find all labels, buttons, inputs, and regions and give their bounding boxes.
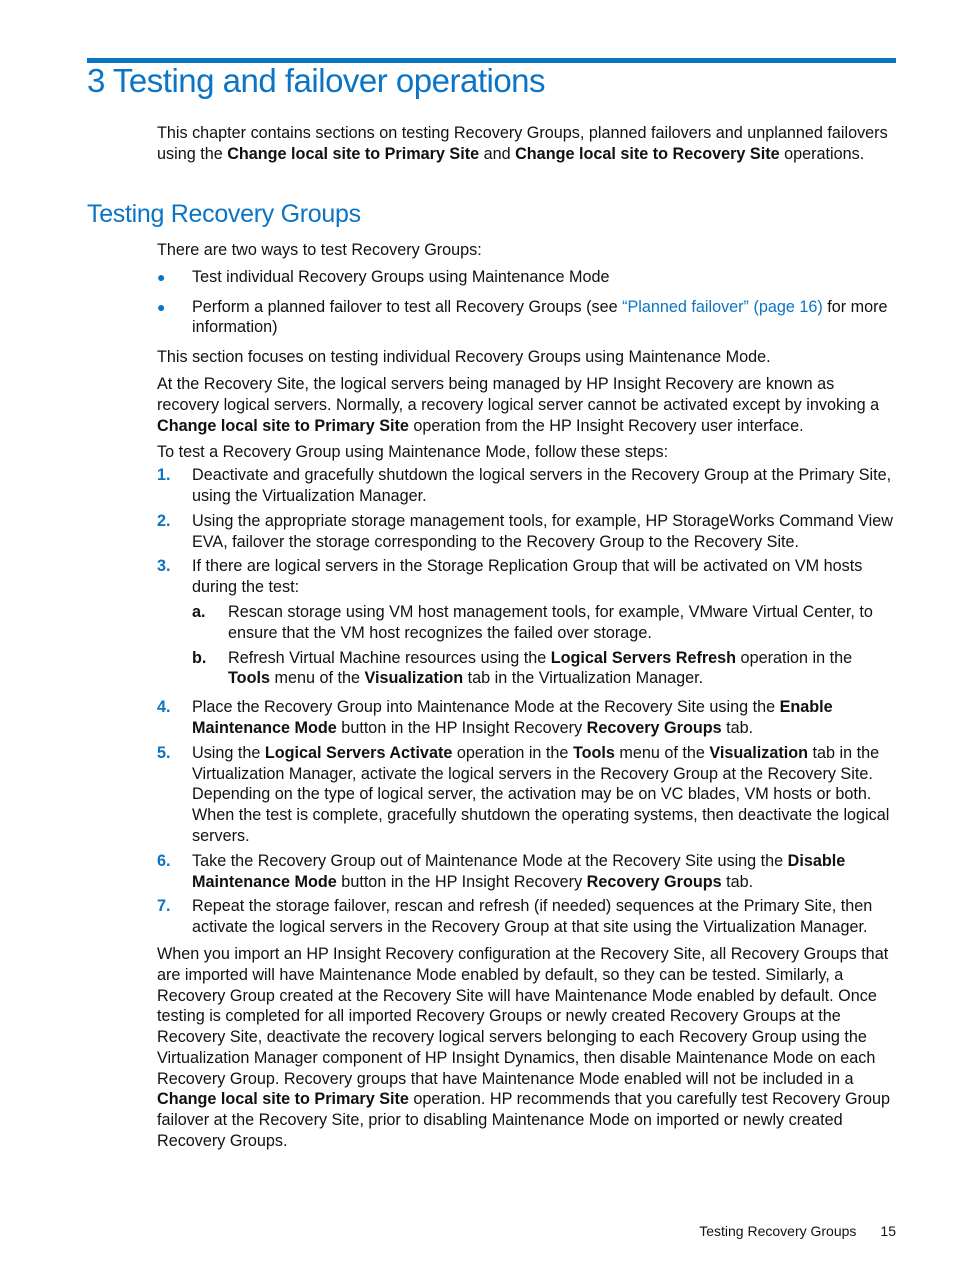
bold-term: Recovery Groups xyxy=(586,718,722,737)
bold-term: Visualization xyxy=(364,669,464,688)
recovery-text-2: operation from the HP Insight Recovery user interface. xyxy=(408,416,804,435)
bold-term: Tools xyxy=(228,669,270,688)
recovery-bold-primary-site: Change local site to Primary Site xyxy=(157,416,409,435)
step-text: tab. xyxy=(721,872,754,891)
bullet-icon: ● xyxy=(157,298,166,315)
substep-item xyxy=(192,648,897,690)
chapter-intro xyxy=(157,123,897,171)
step-number: 1. xyxy=(157,466,171,485)
step-text: Using the xyxy=(192,743,265,762)
list-item xyxy=(157,297,897,339)
bullet-text: Test individual Recovery Groups using Maintenance Mode xyxy=(192,267,610,286)
bullet-text-end: for more information) xyxy=(192,297,888,337)
bullet-icon: ● xyxy=(157,268,166,285)
substep-text: menu of the xyxy=(269,669,365,688)
steps-list xyxy=(157,465,897,938)
steps-intro: To test a Recovery Group using Maintenance Mode, follow these steps: xyxy=(157,443,669,462)
step-text: Take the Recovery Group out of Maintenance Mode at the Recovery Site using the xyxy=(192,851,788,870)
step-number: 6. xyxy=(157,851,171,870)
substep-text: tab in the Virtualization Manager. xyxy=(463,669,704,688)
step-text: Using the appropriate storage management tools, for example, HP StorageWorks Command View EVA, failover the storage corresponding to the Recovery Group to the Recovery Site. xyxy=(192,511,893,551)
intro-text-3: operations. xyxy=(779,144,865,163)
section-title: Testing Recovery Groups xyxy=(87,200,361,228)
step-text: menu of the xyxy=(614,743,710,762)
step-item xyxy=(157,556,897,689)
substep-text: Refresh Virtual Machine resources using the xyxy=(228,648,551,667)
substep-text: Rescan storage using VM host management tools, for example, VMware Virtual Center, to ensure that the VM host recognizes the failed over storage. xyxy=(228,602,873,642)
focus-paragraph: This section focuses on testing individual Recovery Groups using Maintenance Mode. xyxy=(157,348,771,367)
bold-term: Visualization xyxy=(709,743,809,762)
step-text: operation in the xyxy=(452,743,573,762)
step-item xyxy=(157,697,897,739)
recovery-text-1: At the Recovery Site, the logical servers being managed by HP Insight Recovery are known as recovery logical servers. Normally, a recovery logical server cannot be activated except by invoking a xyxy=(157,374,880,414)
bullet-text: Perform a planned failover to test all Recovery Groups (see xyxy=(192,297,623,316)
step-item xyxy=(157,511,897,553)
substeps-list xyxy=(192,602,897,689)
step-text: button in the HP Insight Recovery xyxy=(336,718,587,737)
bold-term: Logical Servers Activate xyxy=(264,743,453,762)
substep-letter: a. xyxy=(192,602,206,621)
step-item xyxy=(157,851,897,893)
substep-text: operation in the xyxy=(736,648,853,667)
page-number: 15 xyxy=(880,1223,896,1239)
footer-section-title: Testing Recovery Groups xyxy=(699,1223,857,1239)
intro-text-1: This chapter contains sections on testing Recovery Groups, planned failovers and unplanned failovers using the xyxy=(157,124,888,163)
step-text: tab. xyxy=(721,718,754,737)
list-item xyxy=(157,267,897,288)
step-text: tab in the Virtualization Manager, activate the logical servers in the Recovery Group at the Recovery Site. Depending on the type of logical server, the activation may be on VC blades, VM hosts or both. When the test is complete, gracefully shutdown the operating systems, then deactivate the logical servers. xyxy=(192,743,890,845)
bold-term: Recovery Groups xyxy=(586,872,722,891)
step-item xyxy=(157,743,897,847)
page-footer xyxy=(699,1223,896,1239)
ways-intro: There are two ways to test Recovery Groups: xyxy=(157,241,482,259)
intro-bold-primary-site: Change local site to Primary Site xyxy=(227,144,480,163)
planned-failover-link[interactable]: “Planned failover” (page 16) xyxy=(622,297,823,316)
ways-list xyxy=(157,267,897,338)
recovery-paragraph xyxy=(157,374,897,436)
import-bold-primary-site: Change local site to Primary Site xyxy=(157,1090,409,1109)
step-text: Place the Recovery Group into Maintenance Mode at the Recovery Site using the xyxy=(192,698,780,717)
bold-term: Enable Maintenance Mode xyxy=(192,698,833,737)
import-paragraph xyxy=(157,944,897,1152)
step-text: Repeat the storage failover, rescan and refresh (if needed) sequences at the Primary Site, then activate the logical servers in the Recovery Group at that site using the Virtualization Manager. xyxy=(192,897,873,937)
step-number: 3. xyxy=(157,557,171,576)
import-text-2: operation. HP recommends that you carefully test Recovery Group failover at the Recovery Site, prior to disabling Maintenance Mode on imported or newly created Recovery Groups. xyxy=(157,1090,890,1151)
step-text: If there are logical servers in the Storage Replication Group that will be activated on VM hosts during the test: xyxy=(192,557,863,597)
step-number: 7. xyxy=(157,897,171,916)
bold-term: Disable Maintenance Mode xyxy=(192,851,846,891)
bold-term: Logical Servers Refresh xyxy=(550,648,737,667)
substep-item xyxy=(192,602,897,644)
import-text-1: When you import an HP Insight Recovery configuration at the Recovery Site, all Recovery Groups that are imported will have Maintenance Mode enabled by default, so they can be tested. Similarly, a Recovery Group created at the Recovery Site will have Maintenance Mode enabled by default. Once testing is completed for all imported Recovery Groups or newly created Recovery Groups at the Recovery Site, deactivate the recovery logical servers belonging to each Recovery Group using the Virtualization Manager component of HP Insight Dynamics, then disable Maintenance Mode on each Recovery Group. Recovery groups that have Maintenance Mode enabled will not be included in a xyxy=(157,944,889,1088)
bold-term: Tools xyxy=(572,743,615,762)
step-number: 4. xyxy=(157,698,171,717)
chapter-title: 3 Testing and failover operations xyxy=(87,62,546,99)
step-item xyxy=(157,896,897,938)
intro-bold-recovery-site: Change local site to Recovery Site xyxy=(515,144,780,163)
substep-letter: b. xyxy=(192,648,207,667)
intro-paragraph xyxy=(157,123,897,165)
step-text: button in the HP Insight Recovery xyxy=(336,872,587,891)
intro-text-2: and xyxy=(479,144,516,163)
section-body xyxy=(157,240,897,1158)
step-number: 2. xyxy=(157,511,171,530)
step-item xyxy=(157,465,897,507)
step-number: 5. xyxy=(157,743,171,762)
step-text: Deactivate and gracefully shutdown the logical servers in the Recovery Group at the Primary Site, using the Virtualization Manager. xyxy=(192,466,892,505)
